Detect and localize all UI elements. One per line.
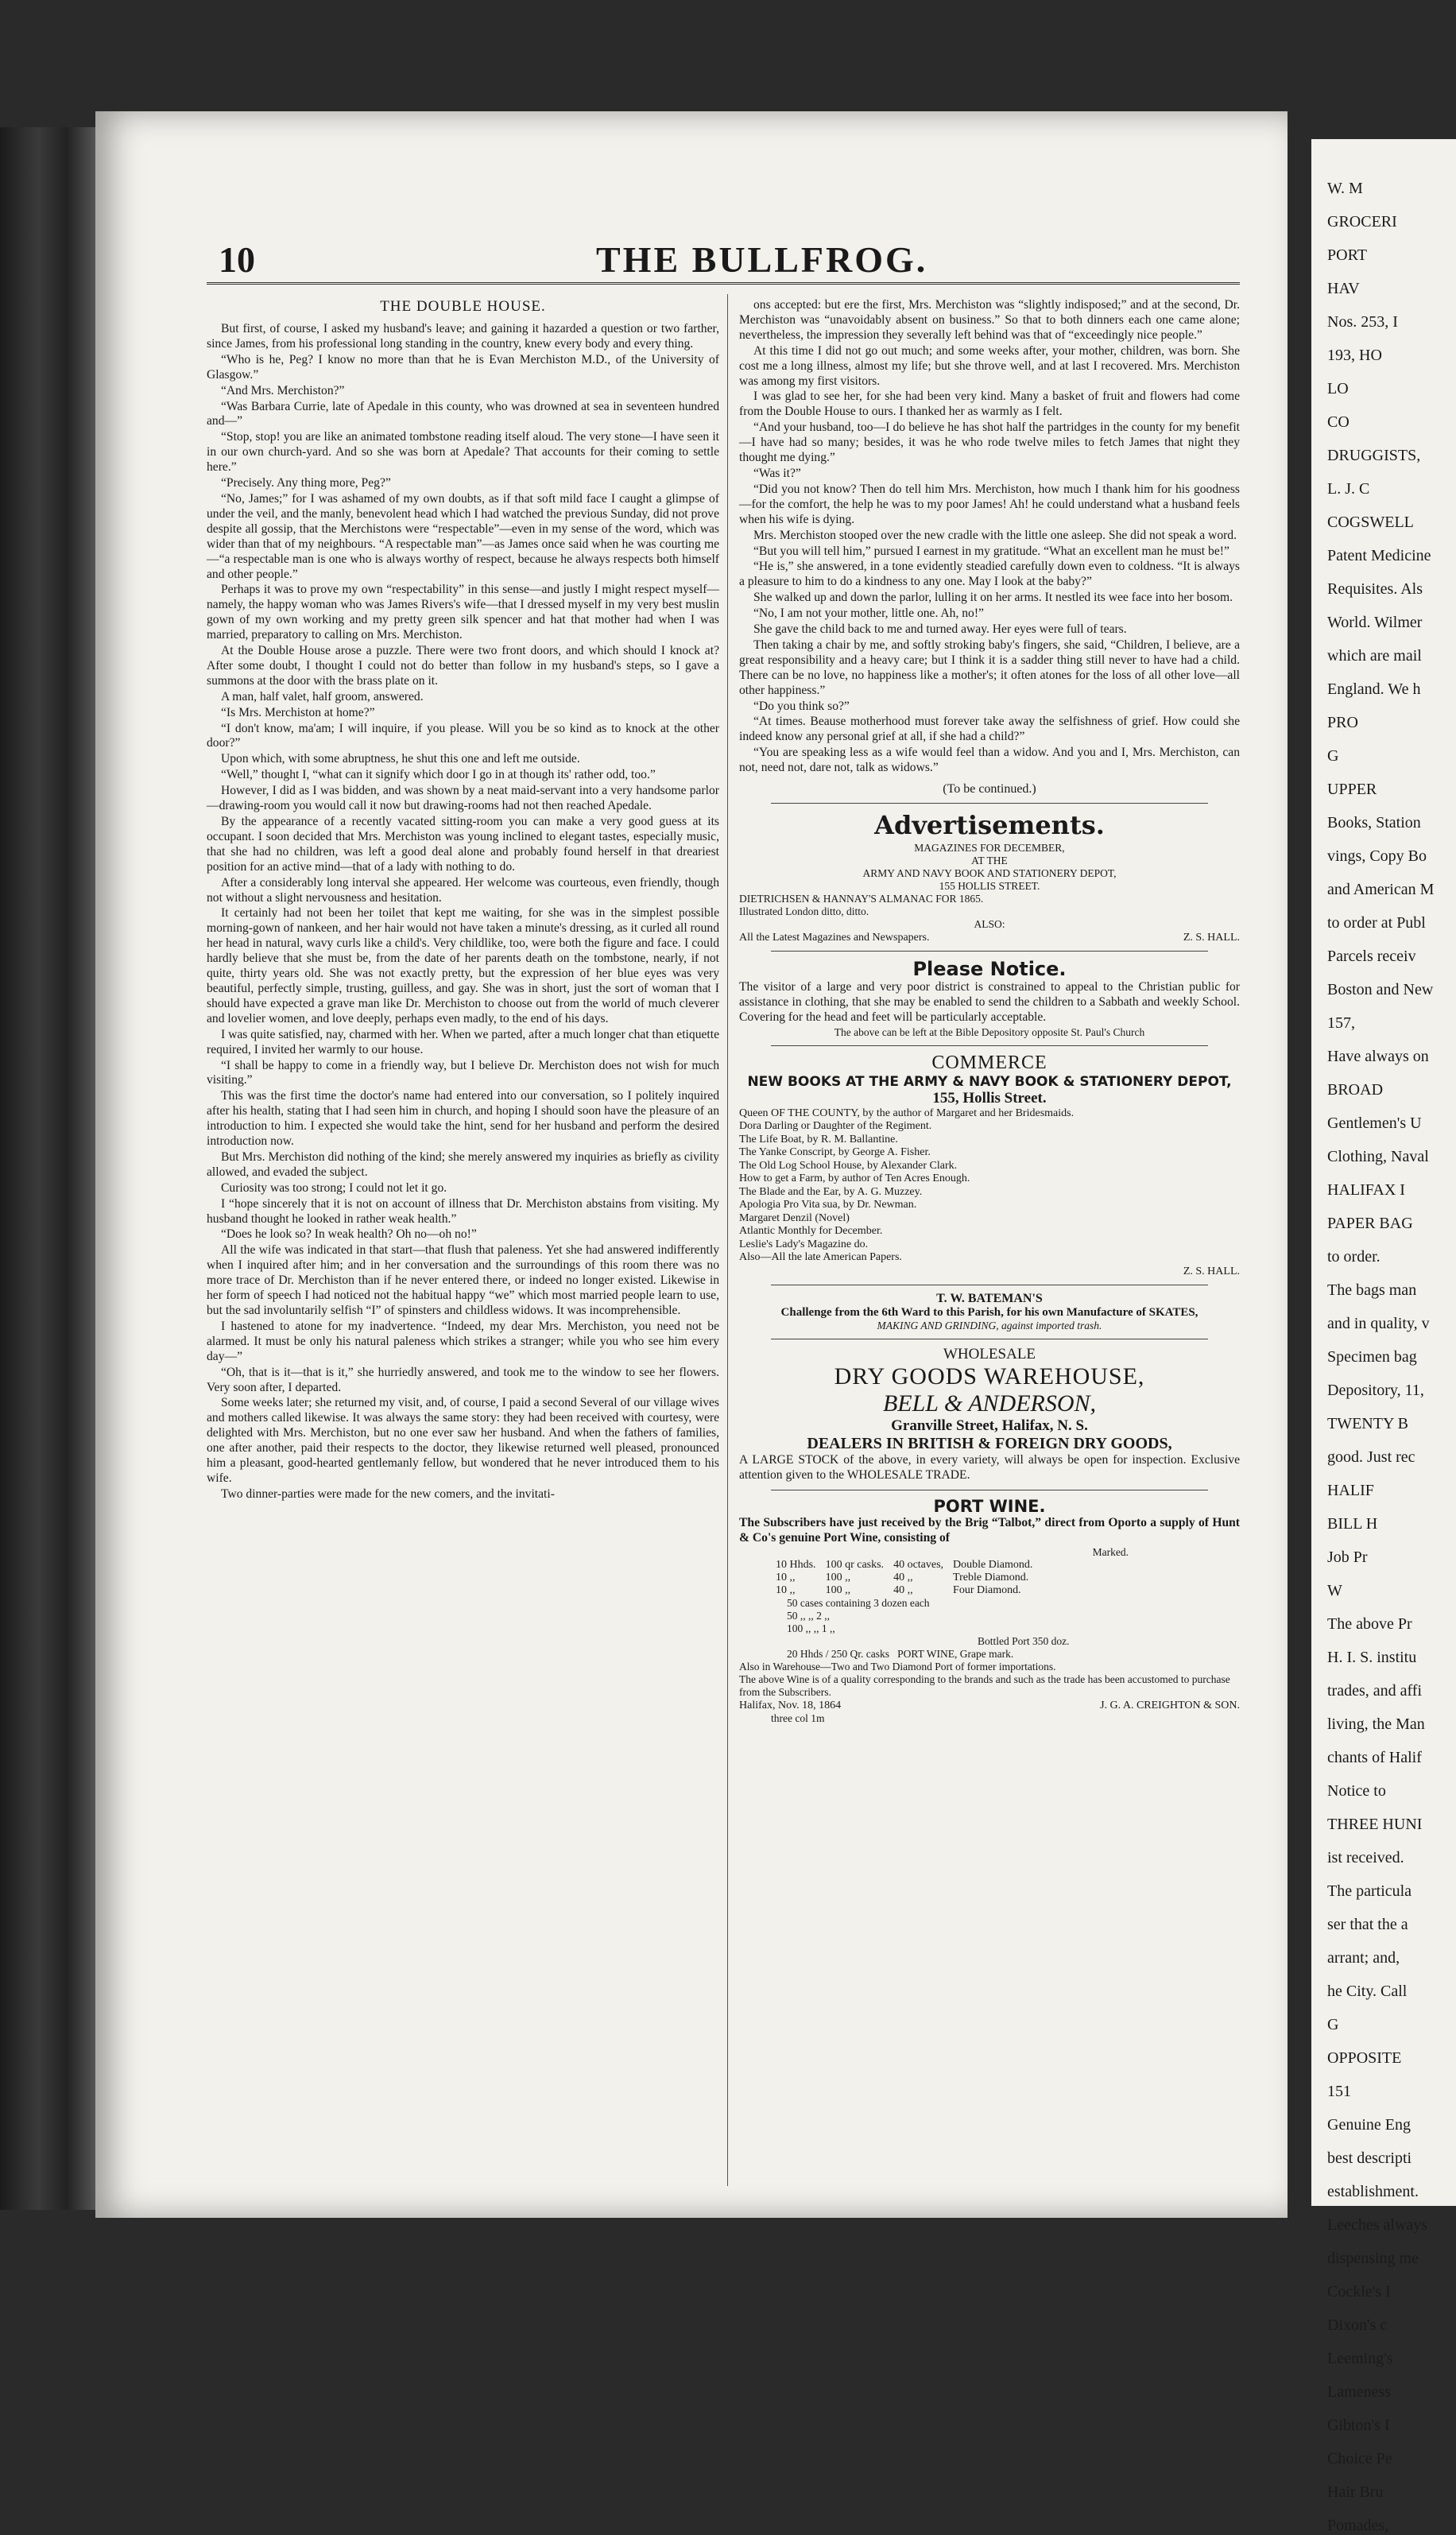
text-line: World. Wilmer	[1327, 614, 1423, 631]
text-line: LO	[1327, 380, 1349, 397]
text-line: The Blade and the Ear, by A. G. Muzzey.	[739, 1185, 923, 1198]
text-line: Parcels receiv	[1327, 948, 1416, 965]
text-line: At the Double House arose a puzzle. There were two front doors, and which should I knock at? After some doubt, I thought I could not do better than follow in my husband's steps, so I gave a summons at the door with the brass plate on it.	[207, 644, 719, 688]
text-line: Dixon's c	[1327, 2316, 1388, 2334]
text-line: W. M	[1327, 180, 1363, 197]
text-line: establishment.	[1327, 2183, 1419, 2200]
text-line: Gibton's I	[1327, 2417, 1390, 2434]
text-line: “You are speaking less as a wife would feel than a widow. And you and I, Mrs. Merchiston, can not, need not, dare not, talk as widows.”	[739, 746, 1240, 775]
ad-date: Halifax, Nov. 18, 1864	[739, 1700, 842, 1712]
ad-line: 155 HOLLIS STREET.	[939, 880, 1040, 893]
text-line: Leeming's	[1327, 2350, 1393, 2367]
book-list	[739, 1107, 1240, 1265]
wine-cell: 40 ,,	[893, 1572, 913, 1584]
text-line: Depository, 11,	[1327, 1382, 1424, 1399]
text-line: “And your husband, too—I do believe he has shot half the partridges in the county for my benefit—I have had so many; besides, it was he who rode twelve miles to fetch James that night they thought me dying.”	[739, 421, 1240, 465]
text-line: Upon which, with some abruptness, he shut this one and left me outside.	[221, 752, 580, 766]
page-number: 10	[219, 239, 255, 280]
ad-line: NEW BOOKS AT THE ARMY & NAVY BOOK & STATIONERY DEPOT,	[747, 1073, 1232, 1090]
wine-cell: 100 qr casks.	[825, 1559, 885, 1572]
text-line: H. I. S. institu	[1327, 1649, 1417, 1666]
wine-cell: Four Diamond.	[953, 1584, 1021, 1597]
wine-cell: 10 Hhds.	[776, 1559, 816, 1572]
text-line: Have always on	[1327, 1048, 1429, 1065]
text-line: “No, James;” for I was ashamed of my own doubts, as if that soft mild face I caught a glimpse of under the veil, and the manly, benevolent head which I had watched the previous Sunday, did not prove despite all gossip, that the Merchistons were “respectable”—even in my sense of the word, which was wider than that of my neighbours. “A respectable man”—as James once said when he was courting me—“a respectable man is one who is always worthy of respect, because he always respects both himself and other people.”	[207, 491, 719, 581]
text-line: chants of Halif	[1327, 1749, 1422, 1766]
wine-row	[771, 1572, 1037, 1584]
ad-line: ARMY AND NAVY BOOK AND STATIONERY DEPOT,	[862, 867, 1117, 880]
story-col2-text	[739, 298, 1240, 776]
text-line: Margaret Denzil (Novel)	[739, 1211, 850, 1224]
text-line: UPPER	[1327, 781, 1377, 798]
text-line: G	[1327, 2016, 1339, 2033]
text-line: Atlantic Monthly for December.	[739, 1225, 883, 1238]
text-line: “Was it?”	[753, 466, 801, 480]
text-line: Also—All the late American Papers.	[739, 1251, 902, 1264]
text-line: and in quality, v	[1327, 1315, 1430, 1332]
text-line: BILL H	[1327, 1515, 1378, 1533]
ad-dry-goods	[739, 1346, 1240, 1483]
text-line: “Is Mrs. Merchiston at home?”	[221, 705, 375, 719]
ad-magazines	[739, 842, 1240, 944]
wine-cell: Double Diamond.	[953, 1559, 1033, 1572]
ad-line: The above can be left at the Bible Depository opposite St. Paul's Church	[834, 1025, 1145, 1038]
text-line: Job Pr	[1327, 1549, 1368, 1566]
ad-line: 250 Qr. casks	[831, 1648, 890, 1661]
ad-line: Also in Warehouse—Two and Two Diamond Port of former importations.	[739, 1661, 1056, 1673]
text-line: England. We h	[1327, 680, 1421, 698]
text-line: I “hope sincerely that it is not on account of illness that Dr. Merchiston abstains from visiting. My husband thought he looked in rather weak health.”	[207, 1196, 719, 1226]
text-line: “Was Barbara Currie, late of Apedale in this county, who was drowned at sea in seventeen hundred and—”	[207, 399, 719, 428]
text-line: “Well,” thought I, “what can it signify which door I go in at though its' rather odd, too.”	[221, 768, 656, 782]
ad-line: Granville Street, Halifax, N. S.	[891, 1417, 1088, 1434]
ad-please-notice	[739, 958, 1240, 1039]
text-line: vings, Copy Bo	[1327, 847, 1427, 865]
rule	[771, 951, 1208, 952]
text-line: 157,	[1327, 1014, 1355, 1032]
wine-cell: Treble Diamond.	[953, 1572, 1029, 1584]
text-line: By the appearance of a recently vacated sitting-room you can make a very good guess at its occupant. I soon decided that Mrs. Merchiston was young inclined to elegant tastes, especially music, that she had no children, was left a good deal alone and probably found herself in that dreariest position for an active mind—that of a lady with nothing to do.	[207, 815, 719, 874]
text-line: Requisites. Als	[1327, 580, 1423, 598]
ad-line: DIETRICHSEN & HANNAY'S ALMANAC FOR 1865.	[739, 893, 984, 905]
text-line: The above Pr	[1327, 1615, 1412, 1633]
ad-title: COMMERCE	[931, 1052, 1047, 1073]
ad-port-wine: PORT WINE. The Subscribers have just received by the Brig “Talbot,” direct from Oporto a supply of Hunt & Co's genuine Port Wine, consisting of Marked. 10 Hhds. 100 qr casks. 40 octaves, Double Diamond. 10 ,, 100 ,, 40 ,, Treble Diamond. 10 ,, 100 ,, 40 ,, Four Diamond. 50 cases containing 3 dozen each 50 ,, ,, 2 ,, 100 ,, ,, 1 ,, Bottled Port 350 doz. 20 Hhds / 250 Qr. casks PORT WINE, Grape mark. Also in Warehouse—Two and Two Diamond Port of former importations. The above Wine is of a quality corresponding to the brands and such as the trade has been accustomed to purchase from the Subscribers. Halifax, Nov. 18, 1864 J. G. A. CREIGHTON & SON. three col 1m	[739, 1496, 1240, 1725]
text-line: he City. Call	[1327, 1983, 1408, 2000]
text-line: Some weeks later; she returned my visit, and, of course, I paid a second Several of our village wives and mothers called likewise. It was always the same story: they had been received with courtesy, were delighted with Mrs. Merchiston, but no one ever saw her husband. And when the fathers of families, one after another, paid their respects to the doctor, they likewise returned well pleased, pronounced him a pleasant, good-hearted gentlemanly fellow, but wondered that he never introduced them to his wife.	[207, 1396, 719, 1485]
text-line: “Did you not know? Then do tell him Mrs. Merchiston, how much I thank him for his goodness—for the comfort, the help he was to my poor James! Ah! he could understand what a husband feels when his wife is dying.	[739, 482, 1240, 526]
text-line: “Do you think so?”	[753, 699, 850, 713]
text-line: Leeches always	[1327, 2216, 1428, 2234]
ad-line: MAKING AND GRINDING, against imported trash.	[877, 1319, 1102, 1331]
wine-table	[771, 1559, 1037, 1597]
ad-body: The visitor of a large and very poor district is constrained to appeal to the Christian public for assistance in clothing, that she may be enabled to send the children to a Sabbath and weekly School. Covering for the head and feet will be particularly acceptable.	[739, 980, 1240, 1024]
newspaper-page	[95, 111, 1288, 2218]
ad-signature: Z. S. HALL.	[1183, 1265, 1240, 1277]
page-header	[95, 238, 1288, 294]
ad-signature: Z. S. HALL.	[1183, 932, 1240, 944]
wine-cell: 40 ,,	[893, 1584, 913, 1597]
text-line: “At times. Beause motherhood must forever take away the selfishness of grief. How could she indeed know any personal grief at all, if she had a child?”	[739, 715, 1240, 744]
text-line: DRUGGISTS,	[1327, 447, 1421, 464]
text-line: Perhaps it was to prove my own “respectability” in this sense—and justly I might respect myself—namely, the happy woman who was James Rivers's wife—that I dressed myself in my very best muslin gown of my own working and my pretty green silk spencer and hat that mother had when I was married, preparatory to calling on Mrs. Merchiston.	[207, 583, 719, 642]
ad-line: 50 cases containing 3 dozen each	[787, 1597, 930, 1610]
ad-line: Marked.	[1092, 1546, 1129, 1559]
text-line: CO	[1327, 413, 1350, 431]
text-line: and American M	[1327, 881, 1435, 898]
text-line: 151	[1327, 2083, 1351, 2100]
text-line: W	[1327, 1582, 1342, 1599]
text-line: How to get a Farm, by author of Ten Acres Enough.	[739, 1173, 970, 1185]
continued-note: (To be continued.)	[943, 782, 1036, 797]
text-line: Pomades,	[1327, 2517, 1389, 2534]
text-line: “Who is he, Peg? I know no more than that he is Evan Merchiston M.D., of the University of Glasgow.”	[207, 352, 719, 382]
ad-line: ALSO:	[974, 918, 1005, 931]
text-line: Queen OF THE COUNTY, by the author of Margaret and her Bridesmaids.	[739, 1107, 1075, 1119]
text-line: The Old Log School House, by Alexander Clark.	[739, 1159, 958, 1172]
ad-bateman	[739, 1292, 1240, 1332]
text-line: ser that the a	[1327, 1916, 1408, 1933]
text-line: HAV	[1327, 280, 1360, 297]
text-line: “I shall be happy to come in a friendly way, but I believe Dr. Merchiston does not wish for much visiting.”	[207, 1058, 719, 1087]
text-line: The particula	[1327, 1882, 1412, 1900]
ad-line: All the Latest Magazines and Newspapers.	[739, 932, 930, 944]
text-line: dispensing me	[1327, 2250, 1419, 2267]
text-line: Specimen bag	[1327, 1348, 1417, 1366]
book-binding	[0, 127, 95, 2210]
adjacent-page-edge	[1311, 139, 1456, 2534]
text-line: Apologia Pro Vita sua, by Dr. Newman.	[739, 1199, 917, 1211]
ad-line: WHOLESALE	[943, 1345, 1036, 1362]
header-rule	[207, 282, 1240, 285]
text-line: GROCERI	[1327, 213, 1397, 231]
text-line: good. Just rec	[1327, 1448, 1415, 1466]
text-line: arrant; and,	[1327, 1949, 1400, 1967]
text-line: I hastened to atone for my inadvertence. “Indeed, my dear Mrs. Merchiston, you need not be alarmed. It must be only his natural paleness which strikes a stranger; while you who see him every day—”	[207, 1319, 719, 1363]
story-col1-text	[207, 322, 719, 1502]
text-line: Leslie's Lady's Magazine do.	[739, 1238, 869, 1250]
ad-line: Illustrated London ditto, ditto.	[739, 905, 869, 918]
text-line: “Does he look so? In weak health? Oh no—oh no!”	[221, 1227, 477, 1242]
ad-line: three col 1m	[771, 1712, 825, 1725]
text-line: Patent Medicine	[1327, 547, 1431, 564]
ad-body: A LARGE STOCK of the above, in every variety, will always be open for inspection. Exclusive attention given to the WHOLESALE TRADE.	[739, 1452, 1240, 1482]
ad-signature: J. G. A. CREIGHTON & SON.	[1100, 1700, 1240, 1712]
text-line: But Mrs. Merchiston did nothing of the kind; she merely answered my inquiries as briefly as civility allowed, and evaded the subject.	[207, 1149, 719, 1179]
ad-line: PORT WINE, Grape mark.	[897, 1648, 1014, 1661]
ad-line: 155, Hollis Street.	[932, 1089, 1047, 1107]
text-line: 193, HO	[1327, 347, 1382, 364]
text-line: BROAD	[1327, 1081, 1384, 1099]
text-line: I was glad to see her, for she had been very kind. Many a basket of fruit and flowers had come from the Double House to ours. I thanked her as warmly as I felt.	[739, 390, 1240, 419]
text-line: TWENTY B	[1327, 1415, 1409, 1432]
text-line: Lameness	[1327, 2383, 1391, 2401]
text-line: Two dinner-parties were made for the new comers, and the invitati-	[221, 1487, 555, 1501]
text-line: The Yanke Conscript, by George A. Fisher.	[739, 1146, 931, 1159]
text-line: Nos. 253, I	[1327, 313, 1398, 331]
text-line: Genuine Eng	[1327, 2116, 1411, 2134]
wine-cell: 100 ,,	[825, 1584, 851, 1597]
wine-cell: 10 ,,	[776, 1584, 796, 1597]
ad-line: 20 Hhds	[787, 1648, 823, 1661]
text-line: She walked up and down the parlor, lulling it on her arms. It nestled its wee face into her bosom.	[753, 591, 1233, 605]
text-line: OPPOSITE	[1327, 2049, 1402, 2067]
text-line: G	[1327, 747, 1339, 765]
text-line: PRO	[1327, 714, 1358, 731]
text-line: All the wife was indicated in that start—that flush that paleness. Yet she had answered indifferently when I inquired after him; and in her conversation and the surroundings of this room there was no more trace of Dr. Merchiston than if he never entered there, or indeed no longer existed. Likewise in her form of speech I had noticed not the habitual happy “we” which most married people learn to use, but the sad involuntarily selfish “I” of spinsters and childless widows. It was incomprehensible.	[207, 1243, 719, 1317]
text-line: “Oh, that is it—that is it,” she hurriedly answered, and took me to the window to see her flowers. Very soon after, I departed.	[207, 1365, 719, 1394]
ad-commerce	[739, 1052, 1240, 1278]
text-line: Notice to	[1327, 1782, 1386, 1800]
rule	[771, 803, 1208, 804]
adjacent-page-text	[1311, 139, 1456, 2535]
text-line: But first, of course, I asked my husband's leave; and gaining it hazarded a question or two farther, since James, from his professional long standing in the country, knew every body and every thing.	[207, 322, 719, 351]
text-line: Boston and New	[1327, 981, 1434, 998]
text-line: HALIFAX I	[1327, 1181, 1405, 1199]
text-line: which are mail	[1327, 647, 1422, 665]
ad-title: BELL & ANDERSON,	[882, 1390, 1097, 1417]
text-line: “He is,” she answered, in a tone evidently steadied carefully down even to coldness. “It is always a pleasure to him to do a kindness to any one. May I look at the baby?”	[739, 560, 1240, 589]
ad-line: MAGAZINES FOR DECEMBER,	[914, 842, 1065, 855]
text-line: THREE HUNI	[1327, 1816, 1423, 1833]
text-line: Clothing, Naval	[1327, 1148, 1429, 1165]
text-line: At this time I did not go out much; and some weeks after, your mother, children, was born. She cost me a long illness, almost my life; but she throve well, and at last I recovered. Mrs. Merchiston was among my first visitors.	[739, 343, 1240, 388]
text-line: ist received.	[1327, 1849, 1404, 1866]
wine-cell: 10 ,,	[776, 1572, 796, 1584]
wine-cell: 40 octaves,	[893, 1559, 944, 1572]
masthead-title: THE BULLFROG.	[596, 239, 928, 280]
text-line: best descripti	[1327, 2149, 1412, 2167]
text-line: Then taking a chair by me, and softly stroking baby's fingers, she said, “Children, I believe, are a great responsibility and a heavy care; but I think it is a sadder thing still never to have had a child. There can be no love, no happiness like a mother's; it often atones for the loss of all other love—all other happiness.”	[739, 638, 1240, 697]
text-line: “Stop, stop! you are like an animated tombstone reading itself aloud. The very stone—I have seen it in our own church-yard. And so she was born at Apedale? That accounts for their coming to settle here.”	[207, 430, 719, 475]
text-line: “But you will tell him,” pursued I earnest in my gratitude. “What an excellent man he must be!”	[753, 544, 1229, 558]
text-line: COGSWELL	[1327, 514, 1414, 531]
ad-title: PORT WINE.	[933, 1496, 1046, 1516]
ad-line: 50 ,, ,, 2 ,,	[787, 1610, 830, 1622]
text-line: “No, I am not your mother, little one. Ah, no!”	[753, 607, 984, 621]
text-line: to order.	[1327, 1248, 1380, 1266]
text-line: Gentlemen's U	[1327, 1114, 1422, 1132]
wine-row	[771, 1584, 1037, 1597]
text-line: HALIF	[1327, 1482, 1374, 1499]
ad-body: The Subscribers have just received by the Brig “Talbot,” direct from Oporto a supply of Hunt & Co's genuine Port Wine, consisting of	[739, 1515, 1240, 1545]
column-divider	[727, 294, 728, 2186]
text-line: Mrs. Merchiston stooped over the new cradle with the little one asleep. She did not speak a word.	[753, 528, 1237, 542]
text-line: Dora Darling or Daughter of the Regiment.	[739, 1120, 932, 1133]
text-line: L. J. C	[1327, 480, 1370, 498]
story-title: THE DOUBLE HOUSE.	[380, 298, 546, 315]
wine-row	[771, 1559, 1037, 1572]
text-line: “I don't know, ma'am; I will inquire, if you please. Will you be so kind as to knock at the other door?”	[207, 721, 719, 750]
text-line: The bags man	[1327, 1281, 1417, 1299]
text-line: “Precisely. Any thing more, Peg?”	[221, 476, 391, 490]
text-line: trades, and affi	[1327, 1682, 1423, 1700]
left-column	[207, 298, 719, 2198]
ad-line: DEALERS IN BRITISH & FOREIGN DRY GOODS,	[807, 1434, 1172, 1452]
text-line: Books, Station	[1327, 814, 1421, 831]
rule	[771, 1045, 1208, 1046]
ad-line: Bottled Port 350 doz.	[978, 1635, 1070, 1648]
text-line: to order at Publ	[1327, 914, 1426, 932]
text-line: Cockle's I	[1327, 2283, 1391, 2300]
text-line: PORT	[1327, 246, 1367, 264]
text-line: ons accepted: but ere the first, Mrs. Merchiston was “slightly indisposed;” and at the second, Dr. Merchiston was “unavoidably absent on business.” So that to both dinners each one came alone; nevertheless, the impression they severally left behind was that of “exceedingly nice people.”	[739, 298, 1240, 342]
ad-title: Please Notice.	[912, 958, 1067, 981]
text-line: However, I did as I was bidden, and was shown by a neat maid-servant into a very handsome parlor—drawing-room you would call it now but drawing-rooms had not then reached Apedale.	[207, 784, 719, 813]
advertisements-heading: Advertisements.	[874, 810, 1105, 841]
ad-line: 100 ,, ,, 1 ,,	[787, 1622, 835, 1635]
text-line: PAPER BAG	[1327, 1215, 1413, 1232]
ad-title: DRY GOODS WAREHOUSE,	[834, 1362, 1145, 1390]
text-line: A man, half valet, half groom, answered.	[221, 689, 424, 704]
text-line: “And Mrs. Merchiston?”	[221, 383, 345, 397]
text-line: Hair Bru	[1327, 2483, 1384, 2501]
text-line: living, the Man	[1327, 1715, 1425, 1733]
ad-title: T. W. BATEMAN'S	[936, 1291, 1043, 1305]
text-line: Choice Pe	[1327, 2450, 1392, 2467]
text-line: This was the first time the doctor's name had entered into our conversation, so I politely inquired after his health, stating that I had seen him in church, and hoping I should soon have the pleasure of an introduction to him. I expected she would take the hint, send for her husband and perform the desired introduction now.	[207, 1089, 719, 1149]
wine-cell: 100 ,,	[825, 1572, 851, 1584]
ad-line: The above Wine is of a quality corresponding to the brands and such as the trade has been accustomed to purchase from the Subscribers.	[739, 1673, 1230, 1699]
text-line: Curiosity was too strong; I could not let it go.	[221, 1180, 447, 1195]
ad-line: Challenge from the 6th Ward to this Parish, for his own Manufacture of SKATES,	[780, 1305, 1198, 1319]
right-column	[739, 298, 1240, 2198]
ad-line: AT THE	[971, 855, 1008, 867]
text-line: The Life Boat, by R. M. Ballantine.	[739, 1133, 898, 1145]
text-line: I was quite satisfied, nay, charmed with her. When we parted, after a much longer chat than etiquette required, I invited her warmly to our house.	[207, 1027, 719, 1056]
text-line: After a considerably long interval she appeared. Her welcome was courteous, even friendly, though not without a slight nervousness and hesitation.	[207, 875, 719, 905]
text-line: It certainly had not been her toilet that kept me waiting, for she was in the simplest possible morning-gown of nankeen, and her hair would not have taken a minute's dressing, as it curled all round her head in natural, wavy curls like a child's. Very childlike, too, were both the figure and face. I could hardly believe that she must be, from the date of her parents death on the tombstone, nearly, if not quite, thirty years old. She was not exactly pretty, but the expression of her blue eyes was very beautiful, perfectly simple, trusting, guilless, and gay. She was in short, just the sort of woman that I should have expected a grave man like Dr. Merchiston to choose out from the world of much cleverer and lovelier women, and love deeply, perhaps even madly, to the end of his days.	[207, 906, 719, 1025]
text-line: She gave the child back to me and turned away. Her eyes were full of tears.	[753, 622, 1127, 637]
